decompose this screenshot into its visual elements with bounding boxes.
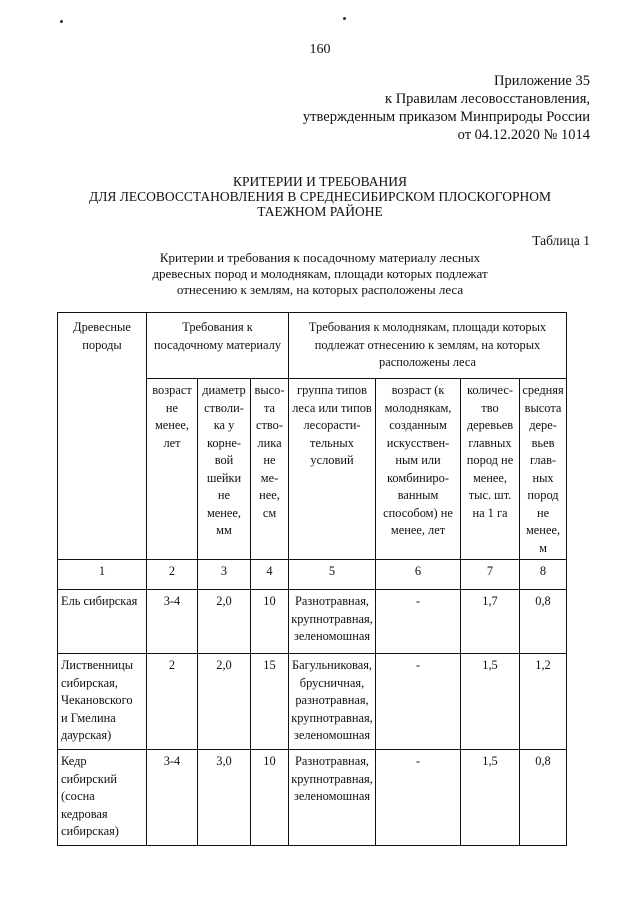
table-cell: 3-4	[147, 590, 198, 654]
table-cell: 1,7	[461, 590, 520, 654]
table-cell: 2	[147, 654, 198, 750]
table-cell: 2,0	[198, 590, 251, 654]
document-title	[0, 174, 640, 219]
table-cell: 10	[251, 590, 289, 654]
column-number: 1	[58, 560, 147, 590]
table-cell: -	[376, 750, 461, 846]
subheader-cell: средняя высота дере- вьев глав- ных пород не менее, м	[520, 379, 567, 560]
column-number: 4	[251, 560, 289, 590]
caption-line: древесных пород и молоднякам, площади которых подлежат	[152, 266, 488, 281]
table-cell: 0,8	[520, 590, 567, 654]
table-number: Таблица 1	[532, 233, 590, 248]
column-number: 7	[461, 560, 520, 590]
table-row	[58, 590, 567, 654]
table-cell: -	[376, 590, 461, 654]
column-number: 5	[289, 560, 376, 590]
subheader-cell: группа типов леса или типов лесорасти- тельных условий	[289, 379, 376, 560]
subheader-cell: количес- тво деревьев главных пород не менее, тыс. шт. на 1 га	[461, 379, 520, 560]
scan-dot	[343, 17, 346, 20]
species-cell: Ель сибирская	[58, 590, 147, 654]
subheader-cell: высо- та ство- лика не ме- нее, см	[251, 379, 289, 560]
table-caption	[0, 250, 640, 298]
caption-line: отнесению к землям, на которых расположены леса	[176, 282, 464, 297]
table-cell: 15	[251, 654, 289, 750]
table-cell: Разнотравная, крупнотравная, зеленомошная	[289, 750, 376, 846]
column-number: 2	[147, 560, 198, 590]
table-cell: 1,5	[461, 654, 520, 750]
header-row	[58, 313, 567, 379]
table-cell: 2,0	[198, 654, 251, 750]
table-cell: Багульниковая, брусничная, разнотравная, крупнотравная, зеленомошная	[289, 654, 376, 750]
column-number: 8	[520, 560, 567, 590]
table-cell: 0,8	[520, 750, 567, 846]
appendix-block	[303, 72, 590, 144]
header-young-stands: Требования к молоднякам, площади которых подлежат отнесению к землям, на которых расположены леса	[289, 313, 567, 379]
column-number: 3	[198, 560, 251, 590]
title-line: КРИТЕРИИ И ТРЕБОВАНИЯ	[232, 174, 408, 189]
page-number: 160	[309, 42, 331, 57]
subheader-cell: возраст не менее, лет	[147, 379, 198, 560]
criteria-table	[57, 312, 567, 846]
appendix-line: утвержденным приказом Минприроды России	[302, 109, 590, 125]
appendix-line: Приложение 35	[494, 73, 590, 89]
header-species: Древесные породы	[58, 313, 147, 560]
column-number: 6	[376, 560, 461, 590]
subheader-cell: возраст (к молоднякам, созданным искусствен- ным или комбиниро- ванным способом) не менее, лет	[376, 379, 461, 560]
title-line: ДЛЯ ЛЕСОВОССТАНОВЛЕНИЯ В СРЕДНЕСИБИРСКОМ ПЛОСКОГОРНОМ	[89, 189, 551, 204]
caption-line: Критерии и требования к посадочному материалу лесных	[159, 250, 481, 265]
species-cell: Кедр сибирский (сосна кедровая сибирская)	[58, 750, 147, 846]
table-cell: 10	[251, 750, 289, 846]
table-cell: 3-4	[147, 750, 198, 846]
subheader-cell: диаметр стволи- ка у корне- вой шейки не менее, мм	[198, 379, 251, 560]
table-cell: 1,5	[461, 750, 520, 846]
table-row	[58, 750, 567, 846]
table-cell: -	[376, 654, 461, 750]
title-line: ТАЕЖНОМ РАЙОНЕ	[257, 204, 383, 219]
appendix-line: к Правилам лесовосстановления,	[385, 91, 590, 107]
scan-dot	[60, 20, 63, 23]
header-planting-material: Требования к посадочному материалу	[147, 313, 289, 379]
species-cell: Лиственницы сибирская, Чекановского и Гмелина даурская)	[58, 654, 147, 750]
table-cell: Разнотравная, крупнотравная, зеленомошная	[289, 590, 376, 654]
column-number-row	[58, 560, 567, 590]
table-cell: 3,0	[198, 750, 251, 846]
table-row	[58, 654, 567, 750]
table-cell: 1,2	[520, 654, 567, 750]
appendix-line: от 04.12.2020 № 1014	[457, 127, 590, 143]
